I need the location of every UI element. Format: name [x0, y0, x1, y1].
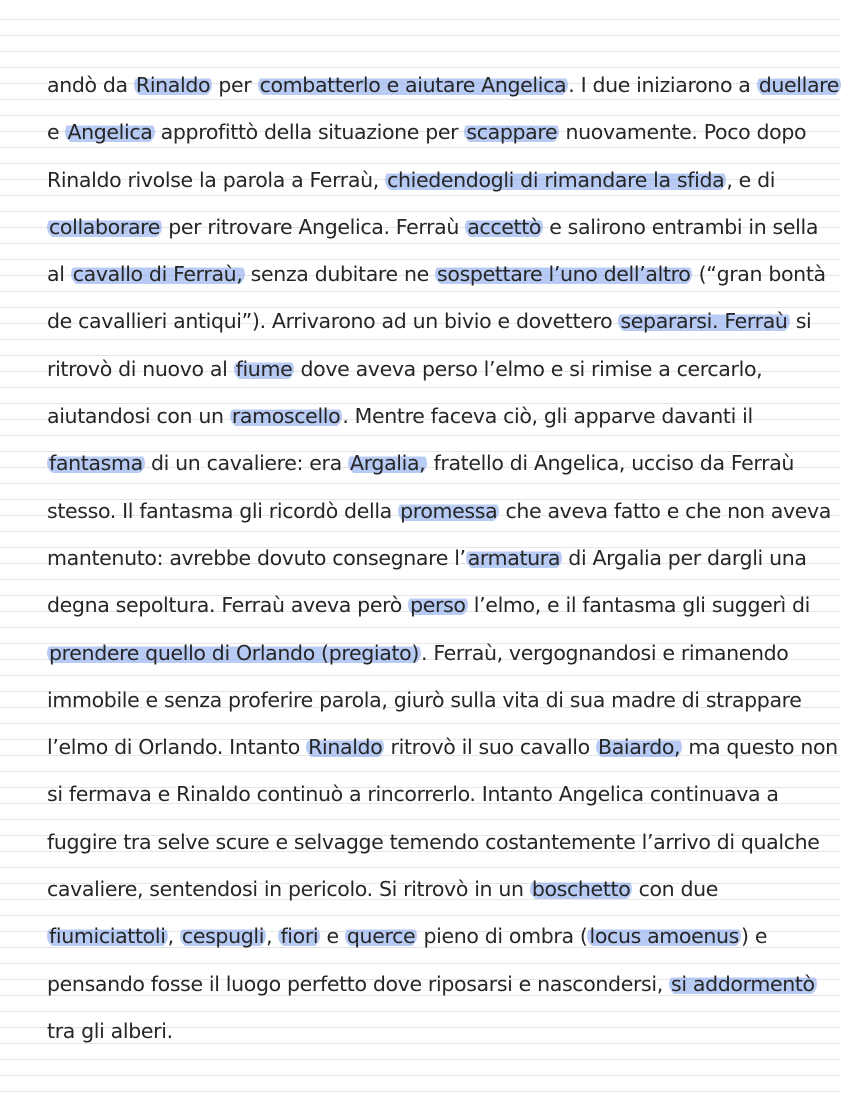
- text-segment: e: [47, 120, 66, 145]
- text-segment: l’elmo di Orlando. Intanto: [47, 735, 307, 760]
- highlighted-text: perso: [410, 593, 466, 618]
- text-segment: nuovamente. Poco dopo: [559, 120, 807, 145]
- highlighted-text: fiumiciattoli: [49, 924, 166, 949]
- text-segment: aiutandosi con un: [47, 404, 230, 429]
- text-segment: di Argalia per dargli una: [562, 545, 807, 570]
- text-line: [0, 771, 828, 818]
- text-segment: . Mentre faceva ciò, gli apparve davanti il: [342, 404, 753, 429]
- text-segment: de cavallieri antiqui”). Arrivarono ad un bivio e dovettero: [47, 309, 619, 334]
- text-segment: per ritrovare Angelica. Ferraù: [162, 214, 466, 239]
- text-segment: dove aveva perso l’elmo e si rimise a cercarlo,: [294, 356, 763, 381]
- text-line: [0, 582, 828, 629]
- highlighted-text: cespugli: [181, 924, 265, 949]
- highlighted-text: querce: [346, 924, 416, 949]
- text-segment: per: [212, 73, 258, 97]
- text-segment: che aveva fatto e che non aveva: [499, 498, 832, 523]
- highlighted-text: scappare: [466, 120, 558, 145]
- highlighted-text: accettò: [467, 214, 542, 239]
- text-line: [0, 346, 828, 393]
- highlighted-text: promessa: [400, 498, 498, 523]
- highlighted-text: cavallo di Ferraù,: [72, 262, 243, 287]
- text-line: [0, 1008, 828, 1055]
- text-line: [0, 298, 828, 345]
- highlighted-text: fantasma: [49, 451, 143, 476]
- highlighted-text: Rinaldo: [135, 73, 211, 97]
- text-segment: ma questo non: [682, 735, 838, 760]
- text-segment: fratello di Angelica, ucciso da Ferraù: [427, 451, 795, 476]
- highlighted-text: Baiardo,: [598, 735, 681, 760]
- highlighted-text: chiedendogli di rimandare la sfida: [387, 167, 725, 192]
- highlighted-text: duellare: [758, 73, 840, 97]
- text-line: [0, 251, 828, 298]
- text-line: [0, 913, 828, 960]
- text-segment: l’elmo, e il fantasma gli suggerì di: [467, 593, 810, 618]
- text-segment: ,: [167, 924, 180, 949]
- text-segment: . Ferraù, vergognandosi e rimanendo: [421, 640, 789, 665]
- text-segment: di un cavaliere: era: [144, 451, 349, 476]
- text-line: [0, 62, 840, 109]
- highlighted-text: fiume: [235, 356, 293, 381]
- text-segment: senza dubitare ne: [244, 262, 436, 287]
- text-line: [0, 157, 828, 204]
- text-line: [0, 440, 828, 487]
- highlighted-text: Argalia,: [350, 451, 426, 476]
- text-line: [0, 866, 828, 913]
- highlighted-text: separarsi. Ferraù: [620, 309, 788, 334]
- highlighted-text: collaborare: [49, 214, 161, 239]
- highlighted-text: combatterlo e aiutare Angelica: [259, 73, 567, 97]
- text-segment: ) e: [741, 924, 768, 949]
- text-segment: degna sepoltura. Ferraù aveva però: [47, 593, 409, 618]
- text-segment: stesso. Il fantasma gli ricordò della: [47, 498, 399, 523]
- highlighted-text: locus amoenus: [589, 924, 739, 949]
- text-line: [0, 109, 828, 156]
- text-segment: e: [320, 924, 345, 949]
- text-segment: immobile e senza proferire parola, giurò sulla vita di sua madre di strappare: [47, 687, 802, 712]
- text-segment: mantenuto: avrebbe dovuto consegnare l’: [47, 545, 466, 570]
- text-segment: (“gran bontà: [692, 262, 826, 287]
- highlighted-text: Angelica: [67, 120, 153, 145]
- text-segment: cavaliere, sentendosi in pericolo. Si ritrovò in un: [47, 877, 530, 902]
- text-segment: pieno di ombra (: [417, 924, 588, 949]
- text-segment: ,: [266, 924, 279, 949]
- text-line: [0, 819, 828, 866]
- text-segment: approfittò della situazione per: [154, 120, 465, 145]
- text-line: [0, 204, 828, 251]
- text-segment: ritrovò di nuovo al: [47, 356, 234, 381]
- text-line: [0, 488, 832, 535]
- text-segment: fuggire tra selve scure e selvagge temendo costantemente l’arrivo di qualche: [47, 829, 820, 854]
- text-segment: tra gli alberi.: [47, 1018, 173, 1043]
- highlighted-text: armatura: [467, 545, 561, 570]
- text-segment: , e di: [726, 167, 776, 192]
- highlighted-text: boschetto: [531, 877, 631, 902]
- text-segment: ritrovò il suo cavallo: [384, 735, 596, 760]
- text-line: [0, 677, 828, 724]
- highlighted-text: prendere quello di Orlando (pregiato): [49, 640, 420, 665]
- text-segment: Rinaldo rivolse la parola a Ferraù,: [47, 167, 386, 192]
- text-segment: con due: [632, 877, 719, 902]
- text-line: [0, 724, 838, 771]
- text-line: [0, 535, 828, 582]
- text-segment: si: [789, 309, 812, 334]
- highlighted-text: Rinaldo: [308, 735, 383, 760]
- text-segment: . I due iniziarono a: [568, 73, 757, 97]
- text-segment: al: [47, 262, 71, 287]
- text-line: [0, 630, 828, 677]
- highlighted-text: sospettare l’uno dell’altro: [437, 262, 691, 287]
- handwritten-notes-page: [0, 62, 840, 1055]
- text-segment: andò da: [47, 73, 134, 97]
- text-line: [0, 393, 828, 440]
- text-segment: pensando fosse il luogo perfetto dove riposarsi e nascondersi,: [47, 971, 670, 996]
- text-segment: si fermava e Rinaldo continuò a rincorrerlo. Intanto Angelica continuava a: [47, 782, 779, 807]
- highlighted-text: si addormentò: [671, 971, 815, 996]
- text-segment: e salirono entrambi in sella: [543, 214, 819, 239]
- text-line: [0, 961, 828, 1008]
- highlighted-text: fiori: [280, 924, 319, 949]
- highlighted-text: ramoscello: [231, 404, 341, 429]
